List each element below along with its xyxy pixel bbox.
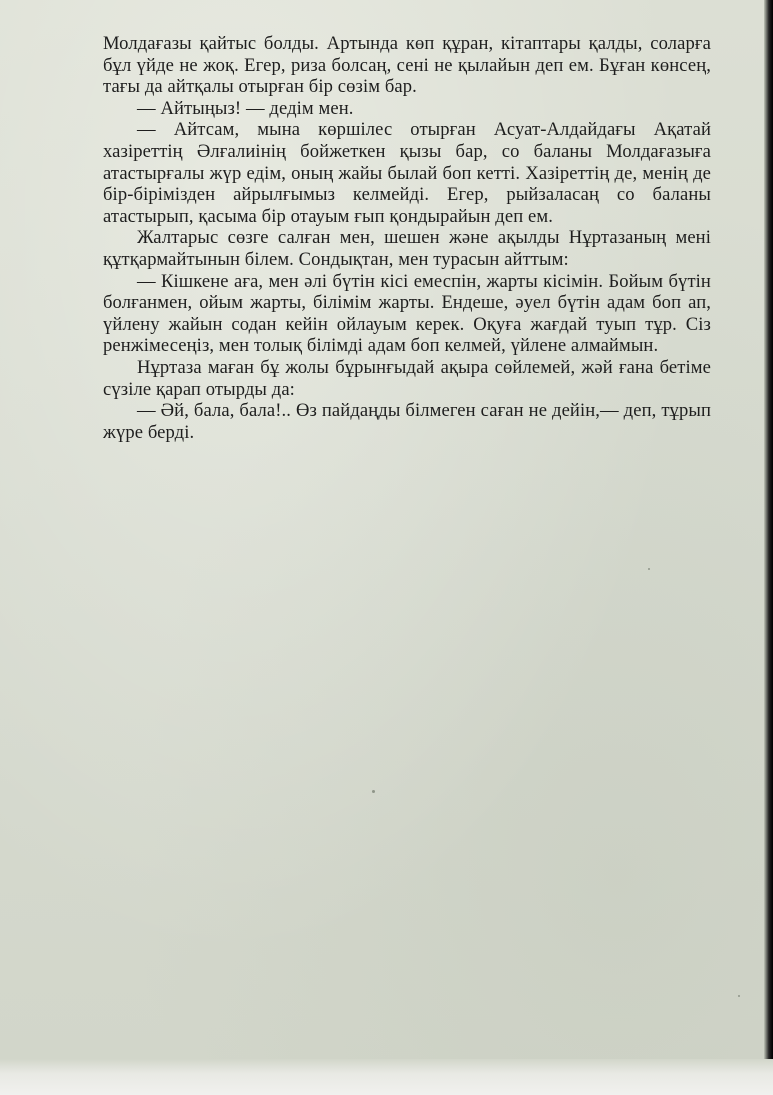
paragraph: — Айтыңыз! — дедім мен. xyxy=(137,97,354,119)
paper-speck xyxy=(648,568,650,570)
paper-speck xyxy=(372,790,375,793)
paragraph: — Әй, бала, бала!.. Өз пайдаңды білмеген саған не дейін,— деп, тұрып жүре берді. xyxy=(103,400,711,443)
paragraph: — Айтсам, мына көршілес отырған Асуат-Алдайдағы Ақатай хазіреттің Әлғалиінің бойжеткен қызы бар, со баланы Молдағазыға атастырғалы жүр едім, оның жайы былай боп кетті. Хазіреттің де, менің де бір-бірімізден айрылғымыз келмейді. Егер, рыйзаласаң со баланы атастырып, қасыма бір отауым ғып қондырайын деп ем. xyxy=(103,119,711,227)
page-edge-shadow xyxy=(764,0,773,1060)
paragraph: Жалтарыс сөзге салған мен, шешен және ақылды Нұртазаның мені құтқармайтынын білем. Сондықтан, мен турасын айттым: xyxy=(103,227,711,270)
paragraph: Нұртаза маған бұ жолы бұрынғыдай ақыра сөйлемей, жәй ғана бетіме сүзіле қарап отырды да: xyxy=(103,356,711,400)
body-text xyxy=(103,33,711,443)
scan-bottom-margin xyxy=(0,1059,773,1095)
paragraph: Молдағазы қайтыс болды. Артында көп құран, кітаптары қалды, соларға бұл үйде не жоқ. Егер, риза болсаң, сені не қылайын деп ем. Бұған көнсең, тағы да айтқалы отырған бір сөзім бар. xyxy=(103,33,711,98)
paper-speck xyxy=(738,995,740,997)
paragraph: — Кішкене аға, мен әлі бүтін кісі емеспін, жарты кісімін. Бойым бүтін болғанмен, ойым жарты, білімім жарты. Ендеше, әуел бүтін адам боп ап, үйлену жайын содан кейін ойлауым керек. Оқуға жағдай туып тұр. Сіз ренжімесеңіз, мен толық білімді адам боп келмей, үйлене алмаймын. xyxy=(103,270,711,357)
